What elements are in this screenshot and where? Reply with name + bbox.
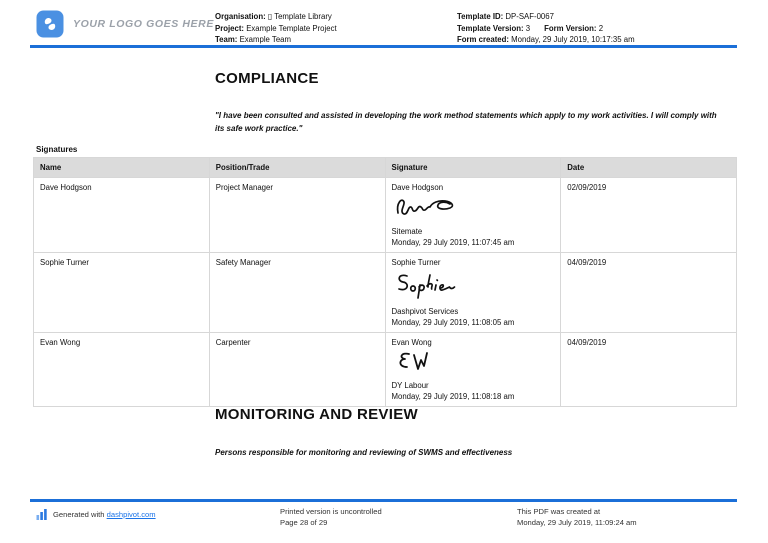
table-row xyxy=(34,333,737,407)
signee-name: Evan Wong xyxy=(391,338,432,347)
template-id-line xyxy=(457,11,635,23)
column-header-signature: Signature xyxy=(385,158,561,178)
generated-with-text xyxy=(53,509,156,520)
project-line xyxy=(215,23,337,35)
form-version-value: 2 xyxy=(598,23,604,33)
column-header-position: Position/Trade xyxy=(209,158,385,178)
footer-print-info xyxy=(280,506,382,528)
compliance-title: COMPLIANCE xyxy=(215,70,319,87)
form-created-value: Monday, 29 July 2019, 10:17:35 am xyxy=(511,35,635,44)
team-value: Example Team xyxy=(239,35,291,44)
template-info xyxy=(457,11,635,46)
organisation-label: Organisation: xyxy=(215,12,266,21)
name-cell: Dave Hodgson xyxy=(34,178,210,253)
signee-name: Dave Hodgson xyxy=(391,183,444,192)
name-cell: Evan Wong xyxy=(34,333,210,407)
date-cell: 04/09/2019 xyxy=(561,253,737,333)
dashpivot-link[interactable]: dashpivot.com xyxy=(106,509,156,519)
signature-cell xyxy=(385,253,561,333)
printed-status: Printed version is uncontrolled xyxy=(280,507,382,516)
organisation-value: Template Library xyxy=(274,12,332,21)
handwritten-signature-image xyxy=(394,270,456,302)
template-id-label: Template ID: xyxy=(457,12,504,21)
project-label: Project: xyxy=(215,23,245,33)
form-created-label: Form created: xyxy=(457,35,509,44)
team-label: Team: xyxy=(215,35,238,44)
team-line xyxy=(215,34,337,46)
table-row xyxy=(34,253,737,333)
logo-placeholder-text: YOUR LOGO GOES HERE xyxy=(73,18,214,30)
template-version-value: 3 xyxy=(525,23,531,33)
signed-timestamp: Monday, 29 July 2019, 11:08:05 am xyxy=(391,318,515,327)
generated-prefix: Generated with xyxy=(53,509,105,519)
signee-company: DY Labour xyxy=(391,381,429,390)
name-cell: Sophie Turner xyxy=(34,253,210,333)
signee-company: Sitemate xyxy=(391,227,423,236)
column-header-date: Date xyxy=(561,158,737,178)
pdf-created-value: Monday, 29 July 2019, 11:09:24 am xyxy=(517,518,637,527)
signatures-section-label: Signatures xyxy=(36,145,78,154)
versions-line xyxy=(457,23,635,35)
missing-glyph-box-icon: ▯ xyxy=(267,12,273,21)
form-created-line xyxy=(457,34,635,46)
footer-created-info xyxy=(517,506,637,528)
monitoring-statement: Persons responsible for monitoring and reviewing of SWMS and effectiveness xyxy=(215,448,513,457)
page-number: Page 28 of 29 xyxy=(280,518,328,527)
handwritten-signature-image xyxy=(394,195,458,222)
date-cell: 02/09/2019 xyxy=(561,178,737,253)
form-version-label: Form Version: xyxy=(544,23,597,33)
handwritten-signature-image xyxy=(394,350,434,376)
signatures-header-row xyxy=(34,158,737,178)
logo-block xyxy=(36,10,214,38)
header-divider-rule xyxy=(30,45,737,48)
date-cell: 04/09/2019 xyxy=(561,333,737,407)
signature-cell xyxy=(385,178,561,253)
signee-name: Sophie Turner xyxy=(391,258,441,267)
project-value: Example Template Project xyxy=(246,23,337,33)
pdf-created-label: This PDF was created at xyxy=(517,507,601,516)
signee-company: Dashpivot Services xyxy=(391,307,459,316)
signed-timestamp: Monday, 29 July 2019, 11:07:45 am xyxy=(391,238,515,247)
company-logo-icon xyxy=(36,10,64,38)
column-header-name: Name xyxy=(34,158,210,178)
organisation-line xyxy=(215,11,337,23)
signed-timestamp: Monday, 29 July 2019, 11:08:18 am xyxy=(391,392,515,401)
position-cell: Safety Manager xyxy=(209,253,385,333)
position-cell: Carpenter xyxy=(209,333,385,407)
compliance-statement: "I have been consulted and assisted in developing the work method statements which apply to my work activities. I will comply with its safe work practice." xyxy=(215,111,717,133)
footer-divider-rule xyxy=(30,499,737,502)
signature-cell xyxy=(385,333,561,407)
template-id-value: DP-SAF-0067 xyxy=(505,12,554,21)
monitoring-title: MONITORING AND REVIEW xyxy=(215,406,418,423)
bar-chart-icon xyxy=(36,508,48,520)
template-version-label: Template Version: xyxy=(457,23,524,33)
table-row xyxy=(34,178,737,253)
signatures-table xyxy=(33,157,737,407)
position-cell: Project Manager xyxy=(209,178,385,253)
organisation-info xyxy=(215,11,337,46)
footer-generated xyxy=(36,508,156,520)
